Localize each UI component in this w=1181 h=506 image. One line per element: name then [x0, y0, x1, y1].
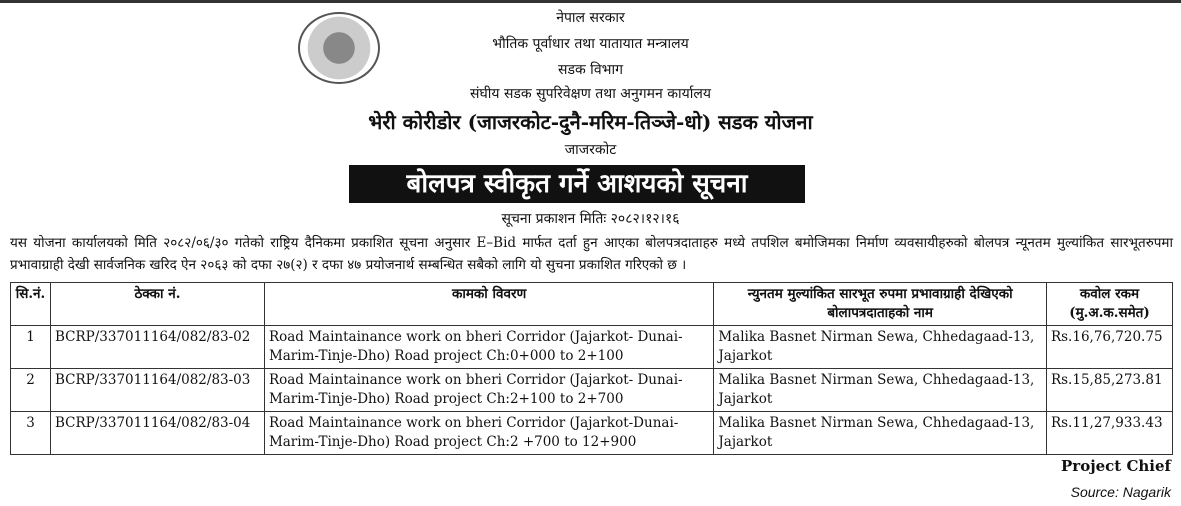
department-name: सडक विभाग: [558, 62, 623, 78]
header-contract: ठेक्का नं.: [50, 283, 264, 326]
table-row: [11, 369, 1173, 412]
header-bidder: न्युनतम मुल्यांकित सारभूत रुपमा प्रभावाग्राही देखिएको बोलापत्रदाताहको नाम: [714, 283, 1047, 326]
table-row: [11, 326, 1173, 369]
header-sn: सि.नं.: [11, 283, 51, 326]
cell-description: Road Maintainance work on bheri Corridor (Jajarkot- Dunai-Marim-Tinje-Dho) Road project Ch:0+000 to 2+100: [264, 326, 713, 369]
cell-description: Road Maintainance work on bheri Corridor (Jajarkot- Dunai-Marim-Tinje-Dho) Road project Ch:2+100 to 2+700: [264, 369, 713, 412]
cell-bidder: Malika Basnet Nirman Sewa, Chhedagaad-13, Jajarkot: [714, 326, 1047, 369]
cell-sn: 3: [11, 412, 51, 455]
cell-amount: Rs.11,27,933.43: [1046, 412, 1172, 455]
cell-contract: BCRP/337011164/082/83-04: [50, 412, 264, 455]
source-credit: Source: Nagarik: [1070, 484, 1171, 500]
govt-name: नेपाल सरकार: [556, 10, 625, 26]
cell-sn: 2: [11, 369, 51, 412]
cell-contract: BCRP/337011164/082/83-02: [50, 326, 264, 369]
cell-sn: 1: [11, 326, 51, 369]
cell-bidder: Malika Basnet Nirman Sewa, Chhedagaad-13, Jajarkot: [714, 412, 1047, 455]
office-name: संघीय सडक सुपरिवेक्षण तथा अनुगमन कार्यालय: [470, 86, 711, 102]
table-header-row: [11, 283, 1173, 326]
header-description: कामको विवरण: [264, 283, 713, 326]
cell-amount: Rs.15,85,273.81: [1046, 369, 1172, 412]
cell-bidder: Malika Basnet Nirman Sewa, Chhedagaad-13, Jajarkot: [714, 369, 1047, 412]
location: जाजरकोट: [564, 142, 617, 158]
bid-table: [10, 282, 1173, 455]
publish-date: सूचना प्रकाशन मितिः २०८२।१२।१६: [501, 211, 680, 227]
table-row: [11, 412, 1173, 455]
signature: Project Chief: [1061, 457, 1171, 475]
project-title: भेरी कोरीडोर (जाजरकोट-दुनै-मरिम-तिञ्जे-धो) सडक योजना: [368, 110, 813, 134]
ministry-name: भौतिक पूर्वाधार तथा यातायात मन्त्रालय: [492, 36, 689, 52]
cell-contract: BCRP/337011164/082/83-03: [50, 369, 264, 412]
cell-amount: Rs.16,76,720.75: [1046, 326, 1172, 369]
notice-paragraph: यस योजना कार्यालयको मिति २०८२/०६/३० गतेको राष्ट्रिय दैनिकमा प्रकाशित सूचना अनुसार E–Bid मार्फत दर्ता हुन आएका बोलपत्रदाताहरु मध्ये तपशिल बमोजिमका निर्माण व्यवसायीहरुको बोलपत्र न्यूनतम मुल्यांकित सारभूतरुपमा प्रभावाग्राही देखी सार्वजनिक खरिद ऐन २०६३ को दफा २७(२) र दफा ४७ प्रयोजनार्थ सम्बन्धित सबैको लागि यो सुचना प्रकाशित गरिएको छ ।: [10, 235, 1173, 273]
notice-banner: बोलपत्र स्वीकृत गर्ने आशयको सूचना: [349, 165, 805, 203]
cell-description: Road Maintainance work on bheri Corridor (Jajarkot-Dunai-Marim-Tinje-Dho) Road project Ch:2 +700 to 12+900: [264, 412, 713, 455]
header-amount: कवोल रकम (मु.अ.क.समेत): [1046, 283, 1172, 326]
